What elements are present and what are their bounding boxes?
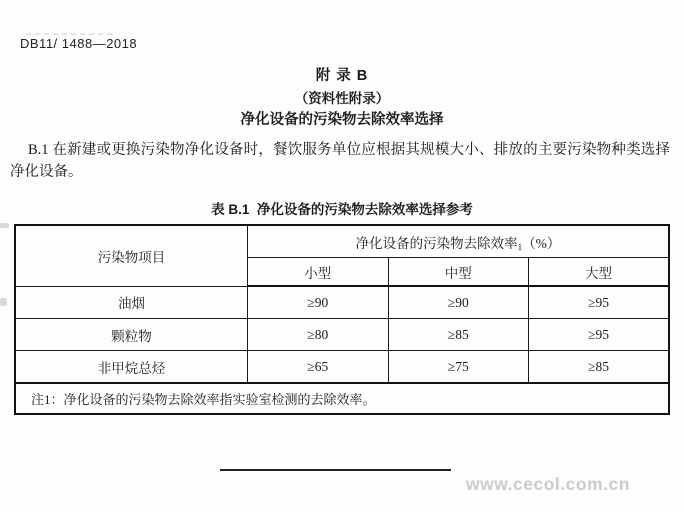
table-row [15,286,669,319]
column-header-small: 小型 [248,258,389,287]
value-small: ≥90 [248,286,389,319]
scan-artifact [26,33,114,35]
appendix-title: 附 录 B [315,68,369,84]
efficiency-header-unit: （%） [522,235,561,251]
column-header-efficiency [248,225,670,258]
footnote-marker: 1 [517,241,523,252]
table-caption: 表 B.1 净化设备的污染物去除效率选择参考 [211,202,473,217]
table-row [15,351,669,384]
table-note-row [15,383,669,414]
pollutant-name: 颗粒物 [15,319,248,351]
pollutant-name: 非甲烷总烃 [15,351,248,384]
column-header-pollutant: 污染物项目 [15,225,248,286]
scan-artifact [0,223,9,228]
value-medium: ≥85 [388,319,529,351]
value-medium: ≥90 [388,286,529,319]
value-large: ≥85 [529,351,670,384]
value-small: ≥80 [248,319,389,351]
end-of-text-rule [220,469,451,471]
value-medium: ≥75 [388,351,529,384]
value-small: ≥65 [248,351,389,384]
removal-efficiency-table [14,224,670,415]
appendix-subtitle: （资料性附录） [294,91,390,106]
scan-artifact [0,298,7,306]
body-paragraph: B.1 在新建或更换污染物净化设备时，餐饮服务单位应根据其规模大小、排放的主要污染物种类选择净化设备。 [10,142,670,180]
doc-number: DB11/ 1488—2018 [20,36,138,51]
column-header-medium: 中型 [388,258,529,287]
value-large: ≥95 [529,286,670,319]
value-large: ≥95 [529,319,670,351]
pollutant-name: 油烟 [15,286,248,319]
appendix-heading: 净化设备的污染物去除效率选择 [240,112,444,128]
watermark-text: www.cecol.com.cn [466,474,630,494]
column-header-large: 大型 [529,258,670,287]
table-header-row [15,225,669,258]
efficiency-header-text: 净化设备的污染物去除效率 [355,235,518,251]
table-row [15,319,669,351]
table-note: 注1：净化设备的污染物去除效率指实验室检测的去除效率。 [15,383,669,414]
